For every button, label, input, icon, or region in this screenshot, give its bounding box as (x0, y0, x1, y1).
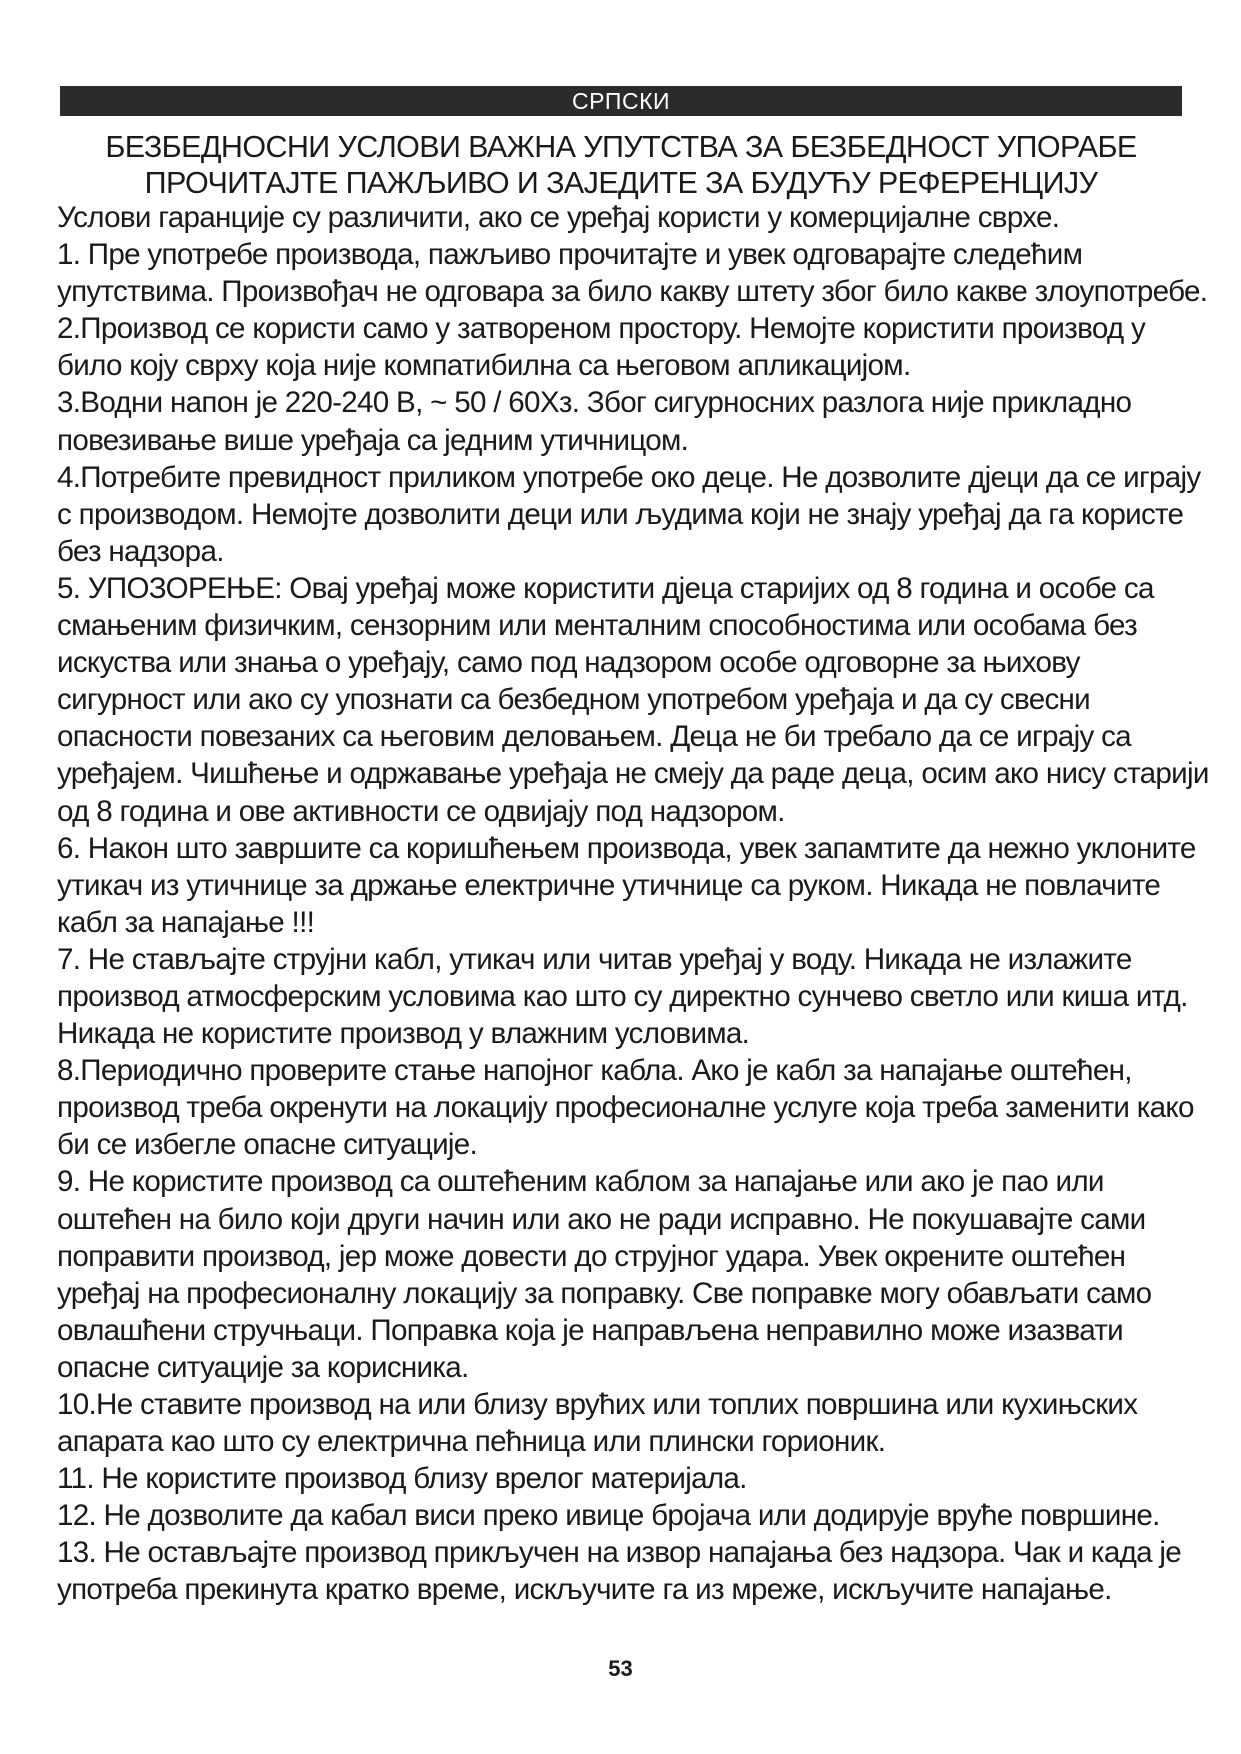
body-line: упутствима. Произвођач не одговара за било какву штету због било какве злоупотребе. (57, 275, 1208, 309)
body-line: опасности повезаних са његовим деловањем. Деца не би требало да се играју са (57, 720, 1131, 754)
body-line: 9. Не користите производ са оштећеним каблом за напајање или ако је пао или (57, 1165, 1104, 1199)
body-line: искуства или знања о уређају, само под надзором особе одговорне за њихову (57, 646, 1080, 680)
body-line: уређај на професионалну локацију за поправку. Све поправке могу обављати само (57, 1276, 1152, 1310)
body-line: уређајем. Чишћење и одржавање уређаја не смеју да раде деца, осим ако нису старији (57, 757, 1209, 791)
body-line: апарата као што су електрична пећница или плински горионик. (57, 1425, 886, 1459)
language-label: СРПСКИ (571, 88, 671, 114)
title-line-1: БЕЗБЕДНОСНИ УСЛОВИ ВАЖНА УПУТСТВА ЗА БЕЗБЕДНОСТ УПОРАБЕ (105, 130, 1137, 164)
body-line: повезивање више уређаја са једним утичницом. (57, 423, 689, 457)
body-line: поправити производ, јер може довести до струјног удара. Увек окрените оштећен (57, 1239, 1126, 1273)
body-line: 10.Не ставите производ на или близу врућих или топлих површина или кухињских (57, 1388, 1138, 1421)
body-line: Никада не користите производ у влажним условима. (57, 1017, 750, 1051)
body-line: 8.Периодично проверите стање напојног кабла. Ако је кабл за напајање оштећен, (57, 1054, 1132, 1088)
body-line: 6. Након што завршите са коришћењем производа, увек запамтите да нежно уклоните (57, 831, 1196, 865)
body-line: оштећен на било који други начин или ако не ради исправно. Не покушавајте сами (57, 1202, 1146, 1236)
language-header-bar (60, 86, 1182, 116)
body-line: употреба прекинута кратко време, искључите га из мреже, искључите напајање. (57, 1573, 1112, 1607)
body-line: 3.Водни напон је 220-240 В, ~ 50 / 60Хз. Због сигурносних разлога није прикладно (57, 386, 1132, 420)
body-line: опасне ситуације за корисника. (57, 1350, 469, 1384)
body-line: производ треба окренути на локацију професионалне услуге која треба заменити како (57, 1091, 1194, 1125)
body-line: 11. Не користите производ близу врелог материјала. (57, 1462, 747, 1496)
body-line: 13. Не остављајте производ прикључен на извор напајања без надзора. Чак и када је (57, 1536, 1182, 1570)
body-line: 1. Пре употребе производа, пажљиво прочитајте и увек одговарајте следећим (57, 238, 1083, 272)
body-line: сигурност или ако су упознати са безбедном употребом уређаја и да су свесни (57, 683, 1091, 717)
safety-instructions-body (57, 199, 1209, 1609)
page-number: 53 (608, 1656, 633, 1681)
body-line: 5. УПОЗОРЕЊЕ: Овај уређај може користити дјеца старијих од 8 година и особе са (57, 571, 1154, 605)
body-line: без надзора. (57, 534, 224, 568)
body-line: овлашћени стручњаци. Поправка која је направљена неправилно може изазвати (57, 1313, 1124, 1347)
body-line: Услови гаранције су различити, ако се уређај користи у комерцијалне сврхе. (57, 201, 1060, 234)
safety-title (60, 129, 1182, 201)
body-line: утикач из утичнице за држање електричне утичнице са руком. Никада не повлачите (57, 868, 1161, 902)
title-line-2: ПРОЧИТАЈТЕ ПАЖЉИВО И ЗАЈЕДИТЕ ЗА БУДУЋУ РЕФЕРЕНЦИЈУ (144, 166, 1098, 200)
body-line: од 8 година и ове активности се одвијају под надзором. (57, 794, 785, 828)
body-line: 7. Не стављајте струјни кабл, утикач или читав уређај у воду. Никада не излажите (57, 942, 1132, 976)
body-line: 12. Не дозволите да кабал виси преко ивице бројача или додирује вруће површине. (57, 1499, 1160, 1533)
body-line: било коју сврху која није компатибилна са његовом апликацијом. (57, 349, 911, 383)
body-line: 4.Потребите превидност приликом употребе око деце. Не дозволите дјеци да се играју (57, 460, 1201, 494)
body-line: 2.Производ се користи само у затвореном простору. Немојте користити производ у (57, 312, 1146, 346)
body-line: би се избегле опасне ситуације. (57, 1128, 478, 1162)
body-line: смањеним физичким, сензорним или менталним способностима или особама без (57, 609, 1137, 643)
body-line: производ атмосферским условима као што су директно сунчево светло или киша итд. (57, 979, 1188, 1013)
body-line: с производом. Немојте дозволити деци или људима који не знају уређај да га користе (57, 497, 1184, 531)
body-line: кабл за напајање !!! (57, 905, 315, 939)
